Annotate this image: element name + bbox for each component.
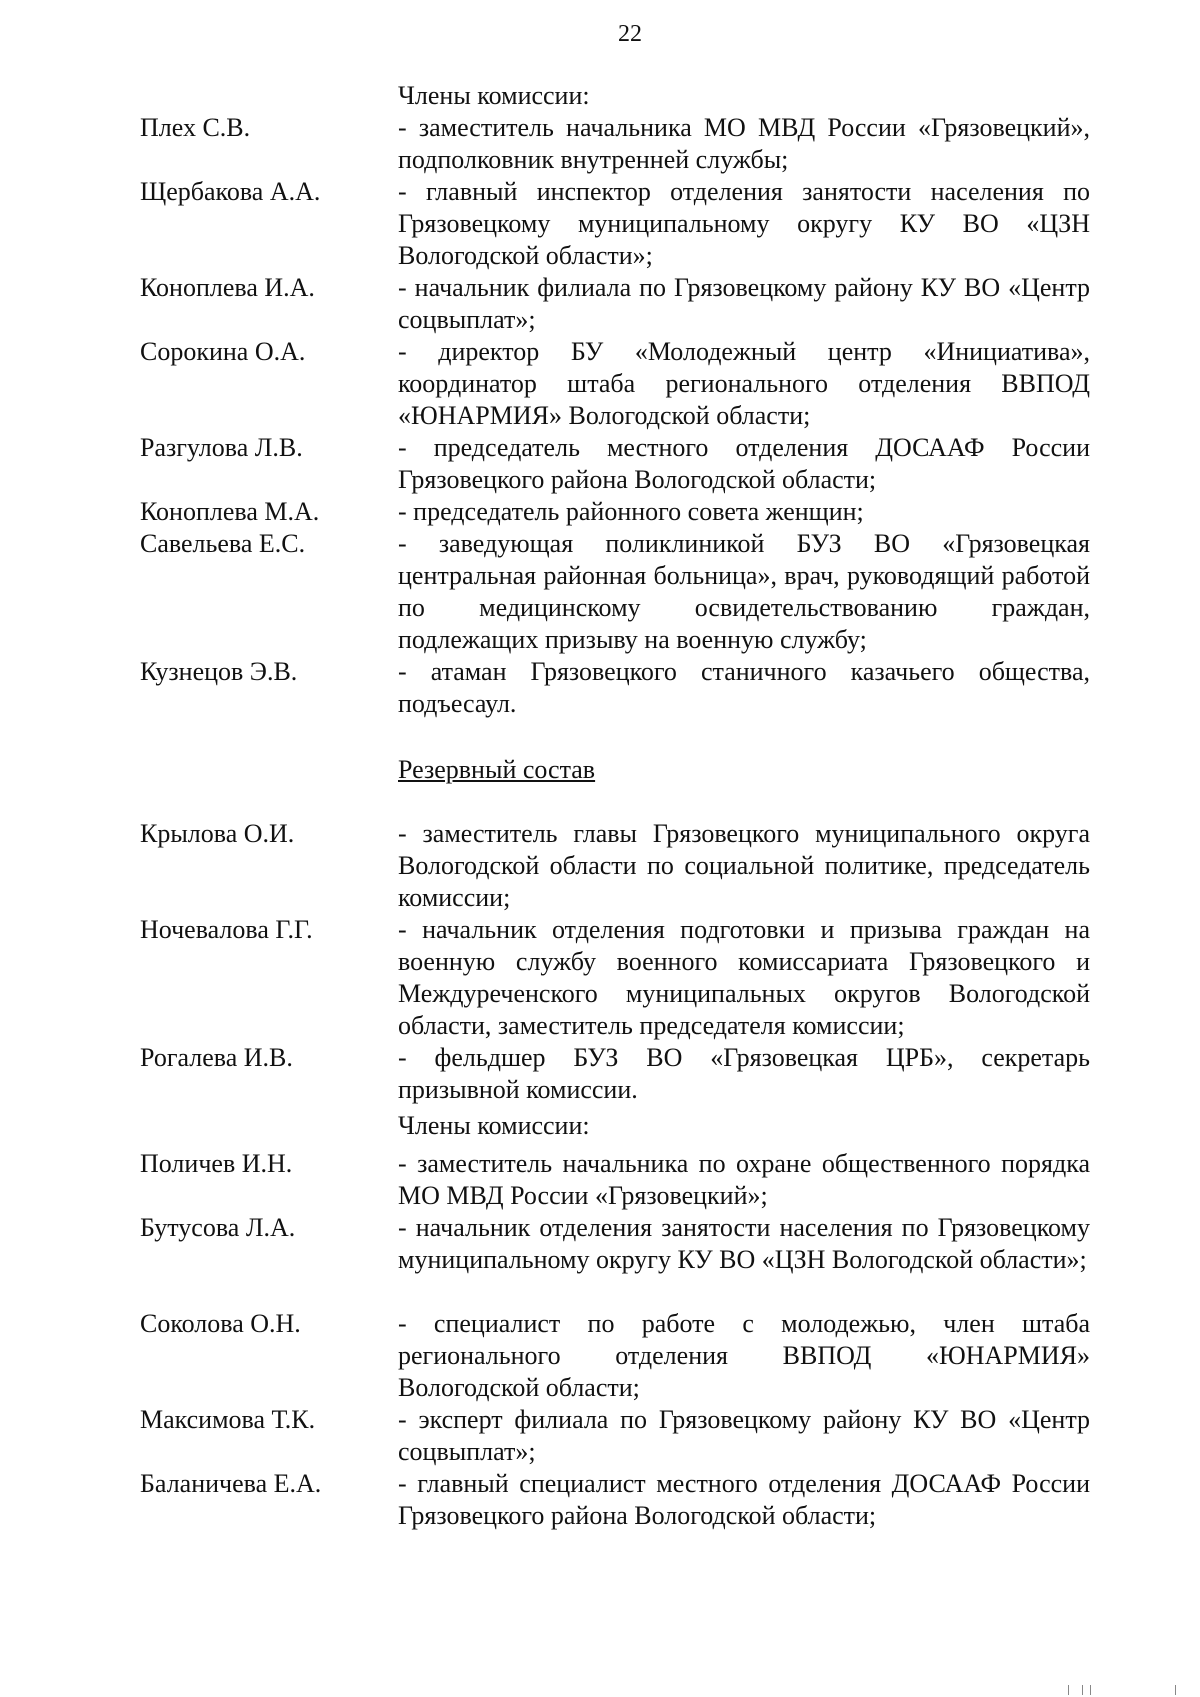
member-role: - председатель районного совета женщин; (398, 497, 864, 526)
scan-mark (1082, 1685, 1083, 1695)
member-name: Плех С.В. (140, 113, 251, 142)
member-name: Разгулова Л.В. (140, 433, 303, 462)
member-role: - специалист по работе с молодежью, член штаба регионального отделения ВВПОД «ЮНАРМИЯ» Вологодской области; (398, 1309, 1090, 1402)
member-role: - фельдшер БУЗ ВО «Грязовецкая ЦРБ», секретарь призывной комиссии. (398, 1043, 1090, 1104)
member-name: Ночевалова Г.Г. (140, 915, 313, 944)
member-role: - директор БУ «Молодежный центр «Инициатива», координатор штаба регионального отделения ВВПОД «ЮНАРМИЯ» Вологодской области; (398, 337, 1090, 430)
member-role: - атаман Грязовецкого станичного казачьего общества, подъесаул. (398, 657, 1090, 718)
member-role: - эксперт филиала по Грязовецкому району КУ ВО «Центр соцвыплат»; (398, 1405, 1090, 1466)
member-role: - заместитель начальника по охране общественного порядка МО МВД России «Грязовецкий»; (398, 1149, 1090, 1210)
members-heading: Члены комиссии: (398, 1111, 590, 1140)
member-name: Сорокина О.А. (140, 337, 306, 366)
member-role: - начальник филиала по Грязовецкому району КУ ВО «Центр соцвыплат»; (398, 273, 1090, 334)
scan-mark (1068, 1685, 1069, 1695)
member-name: Бутусова Л.А. (140, 1213, 296, 1242)
member-name: Кузнецов Э.В. (140, 657, 298, 686)
member-role: - заместитель начальника МО МВД России «Грязовецкий», подполковник внутренней службы; (398, 113, 1090, 174)
member-name: Поличев И.Н. (140, 1149, 293, 1178)
member-name: Крылова О.И. (140, 819, 295, 848)
member-role: - начальник отделения подготовки и призыва граждан на военную службу военного комиссариата Грязовецкого и Междуреченского муниципальных округов Вологодской области, заместитель председателя комиссии; (398, 915, 1090, 1040)
member-name: Максимова Т.К. (140, 1405, 316, 1434)
member-name: Савельева Е.С. (140, 529, 306, 558)
members-heading: Члены комиссии: (398, 81, 590, 110)
member-role: - заместитель главы Грязовецкого муниципального округа Вологодской области по социальной политике, председатель комиссии; (398, 819, 1090, 912)
scan-mark (1090, 1685, 1091, 1695)
scan-mark (1175, 1685, 1176, 1695)
member-name: Щербакова А.А. (140, 177, 321, 206)
member-name: Рогалева И.В. (140, 1043, 293, 1072)
member-role: - начальник отделения занятости населения по Грязовецкому муниципальному округу КУ ВО «ЦЗН Вологодской области»; (398, 1213, 1090, 1274)
reserve-heading: Резервный состав (398, 755, 596, 784)
member-name: Коноплева И.А. (140, 273, 315, 302)
member-name: Соколова О.Н. (140, 1309, 301, 1338)
member-name: Коноплева М.А. (140, 497, 320, 526)
page-number: 22 (618, 21, 642, 47)
member-role: - председатель местного отделения ДОСААФ России Грязовецкого района Вологодской области; (398, 433, 1090, 494)
member-name: Баланичева Е.А. (140, 1469, 322, 1498)
member-role: - заведующая поликлиникой БУЗ ВО «Грязовецкая центральная районная больница», врач, руководящий работой по медицинскому освидетельствованию граждан, подлежащих призыву на военную службу; (398, 529, 1090, 654)
member-role: - главный специалист местного отделения ДОСААФ России Грязовецкого района Вологодской области; (398, 1469, 1090, 1530)
member-role: - главный инспектор отделения занятости населения по Грязовецкому муниципальному округу КУ ВО «ЦЗН Вологодской области»; (398, 177, 1090, 270)
